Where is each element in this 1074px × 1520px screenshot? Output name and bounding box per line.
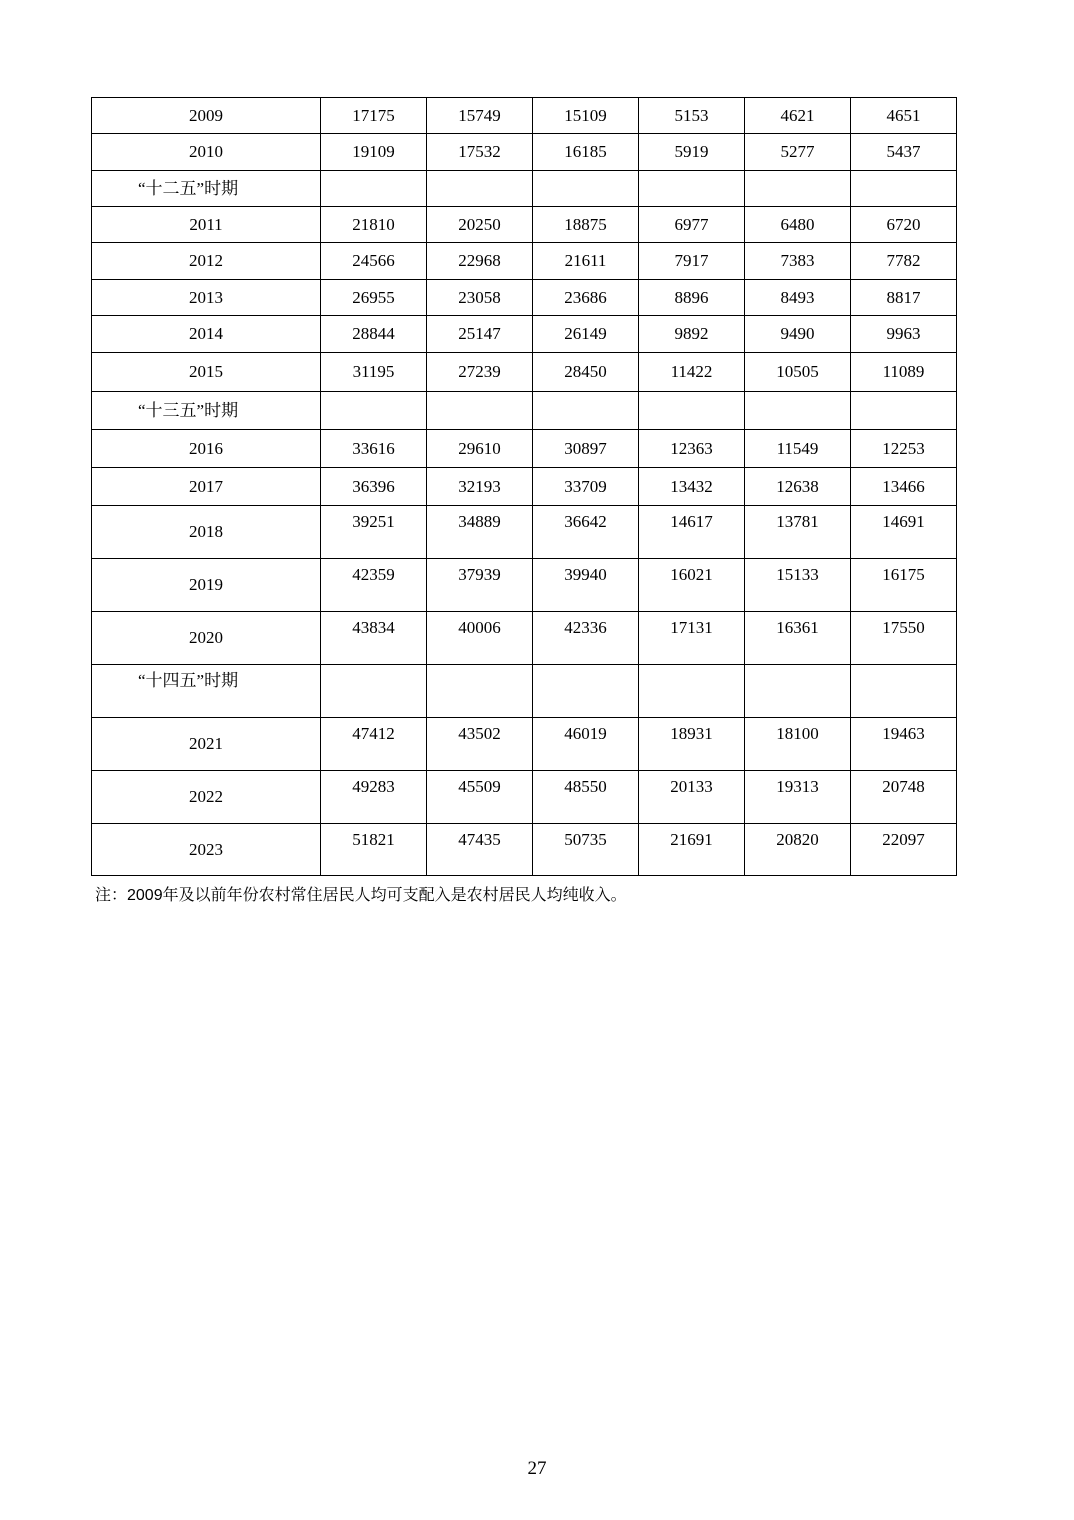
value-cell: 51821 (321, 824, 427, 876)
value-cell: 28844 (321, 316, 427, 353)
value-cell: 20133 (639, 771, 745, 824)
value-cell: 16185 (533, 134, 639, 171)
table-row (92, 771, 957, 824)
year-cell: 2019 (92, 559, 321, 612)
table-row (92, 316, 957, 353)
year-cell: 2010 (92, 134, 321, 171)
value-cell: 42359 (321, 559, 427, 612)
period-row (92, 171, 957, 207)
value-cell: 39251 (321, 506, 427, 559)
value-cell: 50735 (533, 824, 639, 876)
value-cell: 23058 (427, 280, 533, 316)
value-cell: 21810 (321, 207, 427, 243)
value-cell: 21611 (533, 243, 639, 280)
table-footnote: 注：2009年及以前年份农村常住居民人均可支配入是农村居民人均纯收入。 (95, 887, 627, 904)
value-cell: 8493 (745, 280, 851, 316)
year-cell: 2016 (92, 430, 321, 468)
value-cell: 19313 (745, 771, 851, 824)
table-row (92, 468, 957, 506)
value-cell: 11422 (639, 353, 745, 392)
value-cell: 12638 (745, 468, 851, 506)
value-cell: 11549 (745, 430, 851, 468)
empty-cell (533, 665, 639, 718)
year-cell: 2012 (92, 243, 321, 280)
value-cell: 20820 (745, 824, 851, 876)
value-cell: 47435 (427, 824, 533, 876)
value-cell: 20748 (851, 771, 957, 824)
value-cell: 13781 (745, 506, 851, 559)
value-cell: 8817 (851, 280, 957, 316)
value-cell: 17175 (321, 98, 427, 134)
value-cell: 36396 (321, 468, 427, 506)
value-cell: 16021 (639, 559, 745, 612)
value-cell: 8896 (639, 280, 745, 316)
value-cell: 45509 (427, 771, 533, 824)
table-row (92, 718, 957, 771)
value-cell: 14617 (639, 506, 745, 559)
value-cell: 9892 (639, 316, 745, 353)
period-row (92, 392, 957, 430)
value-cell: 33709 (533, 468, 639, 506)
table-row (92, 280, 957, 316)
table-row (92, 430, 957, 468)
value-cell: 22097 (851, 824, 957, 876)
value-cell: 34889 (427, 506, 533, 559)
value-cell: 37939 (427, 559, 533, 612)
table-row (92, 353, 957, 392)
year-cell: 2021 (92, 718, 321, 771)
empty-cell (533, 171, 639, 207)
table-body (92, 98, 957, 876)
value-cell: 4621 (745, 98, 851, 134)
value-cell: 11089 (851, 353, 957, 392)
value-cell: 17550 (851, 612, 957, 665)
period-row (92, 665, 957, 718)
period-label: “十二五”时期 (92, 171, 321, 207)
value-cell: 12253 (851, 430, 957, 468)
value-cell: 15133 (745, 559, 851, 612)
period-label: “十三五”时期 (92, 392, 321, 430)
value-cell: 9963 (851, 316, 957, 353)
year-cell: 2018 (92, 506, 321, 559)
value-cell: 16175 (851, 559, 957, 612)
value-cell: 26955 (321, 280, 427, 316)
value-cell: 13432 (639, 468, 745, 506)
value-cell: 22968 (427, 243, 533, 280)
value-cell: 18931 (639, 718, 745, 771)
value-cell: 24566 (321, 243, 427, 280)
value-cell: 7383 (745, 243, 851, 280)
empty-cell (321, 665, 427, 718)
value-cell: 31195 (321, 353, 427, 392)
value-cell: 14691 (851, 506, 957, 559)
value-cell: 47412 (321, 718, 427, 771)
value-cell: 10505 (745, 353, 851, 392)
value-cell: 30897 (533, 430, 639, 468)
value-cell: 9490 (745, 316, 851, 353)
value-cell: 23686 (533, 280, 639, 316)
year-cell: 2022 (92, 771, 321, 824)
value-cell: 18875 (533, 207, 639, 243)
value-cell: 4651 (851, 98, 957, 134)
value-cell: 32193 (427, 468, 533, 506)
year-cell: 2013 (92, 280, 321, 316)
value-cell: 17532 (427, 134, 533, 171)
period-label: “十四五”时期 (92, 665, 321, 718)
value-cell: 48550 (533, 771, 639, 824)
value-cell: 21691 (639, 824, 745, 876)
value-cell: 33616 (321, 430, 427, 468)
table-row (92, 612, 957, 665)
table-row (92, 207, 957, 243)
empty-cell (427, 171, 533, 207)
value-cell: 7782 (851, 243, 957, 280)
value-cell: 17131 (639, 612, 745, 665)
empty-cell (745, 392, 851, 430)
value-cell: 13466 (851, 468, 957, 506)
empty-cell (745, 171, 851, 207)
year-cell: 2023 (92, 824, 321, 876)
table-row (92, 506, 957, 559)
page-number: 27 (527, 1458, 547, 1479)
empty-cell (427, 392, 533, 430)
empty-cell (639, 171, 745, 207)
value-cell: 5277 (745, 134, 851, 171)
value-cell: 27239 (427, 353, 533, 392)
value-cell: 42336 (533, 612, 639, 665)
value-cell: 28450 (533, 353, 639, 392)
value-cell: 25147 (427, 316, 533, 353)
empty-cell (427, 665, 533, 718)
table-row (92, 134, 957, 171)
value-cell: 36642 (533, 506, 639, 559)
value-cell: 19463 (851, 718, 957, 771)
year-cell: 2017 (92, 468, 321, 506)
year-cell: 2009 (92, 98, 321, 134)
empty-cell (639, 665, 745, 718)
table-row (92, 243, 957, 280)
value-cell: 40006 (427, 612, 533, 665)
value-cell: 43502 (427, 718, 533, 771)
value-cell: 15749 (427, 98, 533, 134)
year-cell: 2020 (92, 612, 321, 665)
value-cell: 46019 (533, 718, 639, 771)
value-cell: 19109 (321, 134, 427, 171)
empty-cell (639, 392, 745, 430)
table-row (92, 824, 957, 876)
empty-cell (851, 665, 957, 718)
value-cell: 39940 (533, 559, 639, 612)
value-cell: 6977 (639, 207, 745, 243)
empty-cell (851, 171, 957, 207)
value-cell: 49283 (321, 771, 427, 824)
value-cell: 5437 (851, 134, 957, 171)
income-table (91, 97, 957, 876)
value-cell: 18100 (745, 718, 851, 771)
empty-cell (533, 392, 639, 430)
value-cell: 16361 (745, 612, 851, 665)
empty-cell (851, 392, 957, 430)
table-row (92, 559, 957, 612)
table-row (92, 98, 957, 134)
value-cell: 12363 (639, 430, 745, 468)
empty-cell (321, 392, 427, 430)
value-cell: 5153 (639, 98, 745, 134)
value-cell: 6720 (851, 207, 957, 243)
empty-cell (745, 665, 851, 718)
value-cell: 20250 (427, 207, 533, 243)
year-cell: 2015 (92, 353, 321, 392)
value-cell: 29610 (427, 430, 533, 468)
year-cell: 2014 (92, 316, 321, 353)
empty-cell (321, 171, 427, 207)
year-cell: 2011 (92, 207, 321, 243)
value-cell: 26149 (533, 316, 639, 353)
value-cell: 5919 (639, 134, 745, 171)
value-cell: 15109 (533, 98, 639, 134)
value-cell: 7917 (639, 243, 745, 280)
value-cell: 43834 (321, 612, 427, 665)
value-cell: 6480 (745, 207, 851, 243)
